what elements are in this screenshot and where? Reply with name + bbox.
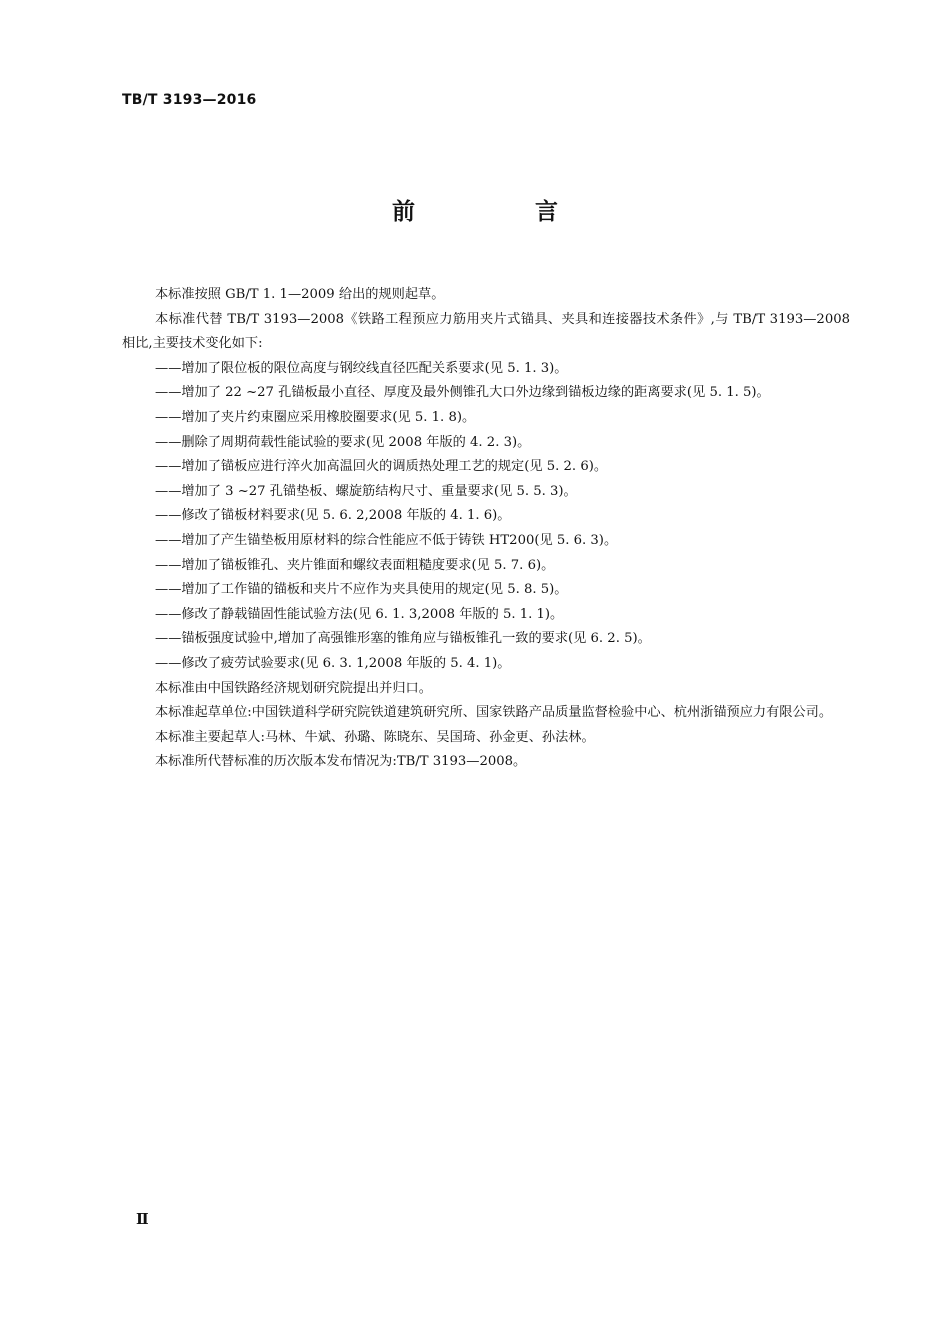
change-item: ——增加了 3 ~27 孔锚垫板、螺旋筋结构尺寸、重量要求(见 5. 5. 3)。: [155, 483, 577, 499]
change-item: ——增加了限位板的限位高度与钢绞线直径匹配关系要求(见 5. 1. 3)。: [155, 360, 568, 376]
change-item: ——增加了夹片约束圈应采用橡胶圈要求(见 5. 1. 8)。: [155, 409, 476, 425]
change-item: ——删除了周期荷载性能试验的要求(见 2008 年版的 4. 2. 3)。: [155, 434, 531, 450]
change-item: ——修改了锚板材料要求(见 5. 6. 2,2008 年版的 4. 1. 6)。: [155, 508, 511, 524]
closing-paragraph: 本标准所代替标准的历次版本发布情况为:TB/T 3193—2008。: [155, 754, 527, 770]
closing-paragraph: 本标准主要起草人:马林、牛斌、孙璐、陈晓东、吴国琦、孙金更、孙法林。: [155, 729, 595, 745]
change-item: ——修改了静载锚固性能试验方法(见 6. 1. 3,2008 年版的 5. 1. 1)。: [155, 606, 564, 622]
change-item: ——增加了锚板锥孔、夹片锥面和螺纹表面粗糙度要求(见 5. 7. 6)。: [155, 557, 555, 573]
standard-number: TB/T 3193—2016: [122, 92, 257, 108]
foreword-body: [122, 283, 850, 775]
change-item: ——增加了锚板应进行淬火加高温回火的调质热处理工艺的规定(见 5. 2. 6)。: [155, 459, 608, 475]
intro-paragraph: 本标准代替 TB/T 3193—2008《铁路工程预应力筋用夹片式锚具、夹具和连接器技术条件》,与 TB/T 3193—2008 相比,主要技术变化如下:: [122, 311, 850, 352]
closing-paragraph: 本标准起草单位:中国铁道科学研究院铁道建筑研究所、国家铁路产品质量监督检验中心、杭州浙锚预应力有限公司。: [155, 705, 833, 721]
intro-paragraph: 本标准按照 GB/T 1. 1—2009 给出的规则起草。: [155, 287, 445, 302]
change-item: ——锚板强度试验中,增加了高强锥形塞的锥角应与锚板锥孔一致的要求(见 6. 2. 5)。: [155, 631, 651, 647]
page-title: 前 言: [391, 199, 614, 225]
change-item: ——修改了疲劳试验要求(见 6. 3. 1,2008 年版的 5. 4. 1)。: [155, 655, 511, 671]
change-item: ——增加了工作锚的锚板和夹片不应作为夹具使用的规定(见 5. 8. 5)。: [155, 582, 568, 598]
page-number: Ⅱ: [136, 1210, 149, 1228]
closing-paragraph: 本标准由中国铁路经济规划研究院提出并归口。: [155, 680, 432, 696]
change-item: ——增加了产生锚垫板用原材料的综合性能应不低于铸铁 HT200(见 5. 6. 3)。: [155, 532, 618, 548]
change-item: ——增加了 22 ~27 孔锚板最小直径、厚度及最外侧锥孔大口外边缘到锚板边缘的距离要求(见 5. 1. 5)。: [155, 385, 770, 401]
